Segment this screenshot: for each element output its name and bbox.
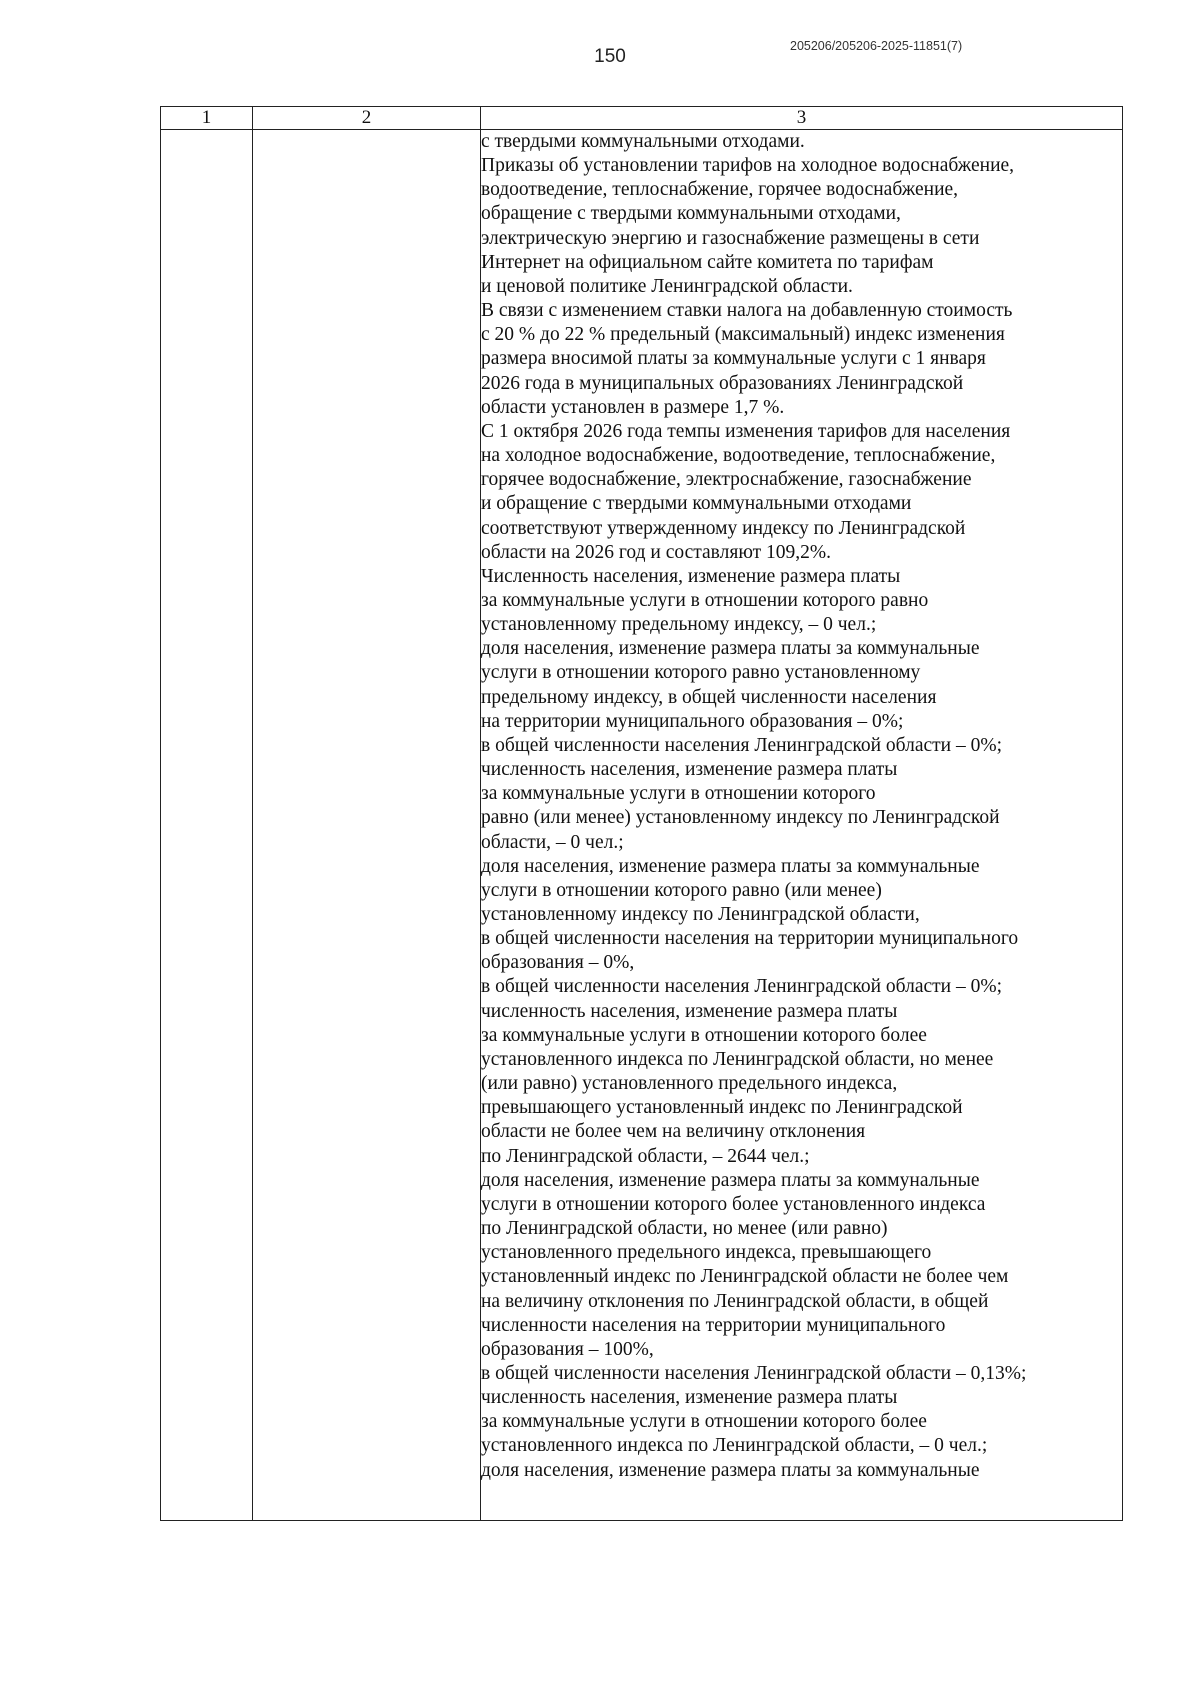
text-line: на холодное водоснабжение, водоотведение, теплоснабжение, [481, 445, 996, 467]
text-line: образования – 0%, [481, 952, 635, 974]
text-line: по Ленинградской области, но менее (или равно) [481, 1218, 888, 1240]
text-line: доля населения, изменение размера платы за коммунальные [481, 1459, 980, 1481]
text-line: образования – 100%, [481, 1338, 654, 1360]
text-line: за коммунальные услуги в отношении которого более [481, 1411, 927, 1433]
text-line: С 1 октября 2026 года темпы изменения тарифов для населения [481, 420, 1011, 442]
text-line: области на 2026 год и составляют 109,2%. [481, 541, 832, 563]
text-line: области, – 0 чел.; [481, 831, 624, 853]
column-2-cell [253, 130, 481, 1521]
text-line: области установлен в размере 1,7 %. [481, 396, 785, 418]
text-line: размера вносимой платы за коммунальные услуги с 1 января [481, 348, 986, 370]
text-line: 2026 года в муниципальных образованиях Ленинградской [481, 372, 964, 394]
text-line: за коммунальные услуги в отношении которого более [481, 1024, 927, 1046]
text-line: водоотведение, теплоснабжение, горячее водоснабжение, [481, 179, 959, 201]
text-line: В связи с изменением ставки налога на добавленную стоимость [481, 300, 1013, 322]
text-line: численность населения, изменение размера платы [481, 759, 898, 781]
column-header-2: 2 [253, 107, 481, 130]
text-line: услуги в отношении которого равно (или менее) [481, 879, 882, 901]
text-line: равно (или менее) установленному индексу по Ленинградской [481, 807, 1000, 829]
text-line: в общей численности населения Ленинградской области – 0%; [481, 976, 1003, 998]
column-header-3: 3 [481, 107, 1123, 130]
table-body-row [161, 130, 1123, 1521]
text-line: горячее водоснабжение, электроснабжение, газоснабжение [481, 469, 972, 491]
text-line: соответствуют утвержденному индексу по Ленинградской [481, 517, 966, 539]
text-line: за коммунальные услуги в отношении которого равно [481, 589, 929, 611]
text-line: за коммунальные услуги в отношении которого [481, 783, 876, 805]
column-3-cell [481, 130, 1123, 1521]
text-line: на величину отклонения по Ленинградской области, в общей [481, 1290, 989, 1312]
text-line: (или равно) установленного предельного индекса, [481, 1073, 898, 1095]
text-line: доля населения, изменение размера платы за коммунальные [481, 855, 980, 877]
text-line: услуги в отношении которого равно установленному [481, 662, 921, 684]
main-table [160, 106, 1123, 1521]
text-line: Численность населения, изменение размера платы [481, 565, 901, 587]
text-line: предельному индексу, в общей численности населения [481, 686, 937, 708]
text-line: установленный индекс по Ленинградской области не более чем [481, 1266, 1009, 1288]
text-line: доля населения, изменение размера платы за коммунальные [481, 1169, 980, 1191]
text-line: Интернет на официальном сайте комитета по тарифам [481, 251, 934, 273]
text-line: установленного индекса по Ленинградской области, – 0 чел.; [481, 1435, 988, 1457]
text-line: установленного предельного индекса, превышающего [481, 1242, 932, 1264]
text-line: по Ленинградской области, – 2644 чел.; [481, 1145, 810, 1167]
table-header-row [161, 107, 1123, 130]
text-line: на территории муниципального образования – 0%; [481, 710, 904, 732]
text-line: Приказы об установлении тарифов на холодное водоснабжение, [481, 155, 1015, 177]
text-line: и обращение с твердыми коммунальными отходами [481, 493, 912, 515]
text-line: электрическую энергию и газоснабжение размещены в сети [481, 227, 980, 249]
text-line: превышающего установленный индекс по Ленинградской [481, 1097, 963, 1119]
page-number: 150 [594, 46, 626, 67]
text-line: установленному предельному индексу, – 0 чел.; [481, 614, 877, 636]
text-line: и ценовой политике Ленинградской области. [481, 275, 853, 297]
text-line: услуги в отношении которого более установленного индекса [481, 1193, 986, 1215]
text-line: установленного индекса по Ленинградской области, но менее [481, 1048, 994, 1070]
text-line: с 20 % до 22 % предельный (максимальный) индекс изменения [481, 324, 1005, 346]
text-line: численности населения на территории муниципального [481, 1314, 946, 1336]
text-line: установленному индексу по Ленинградской области, [481, 904, 920, 925]
text-line: области не более чем на величину отклонения [481, 1121, 866, 1143]
column-header-1: 1 [161, 107, 253, 130]
text-line: численность населения, изменение размера платы [481, 1000, 898, 1022]
text-line: в общей численности населения Ленинградской области – 0%; [481, 734, 1003, 756]
document-id: 205206/205206-2025-11851(7) [790, 39, 963, 53]
text-line: с твердыми коммунальными отходами. [481, 131, 805, 152]
text-line: обращение с твердыми коммунальными отходами, [481, 203, 901, 225]
column-1-cell [161, 130, 253, 1521]
text-line: в общей численности населения на территории муниципального [481, 928, 1019, 950]
text-line: в общей численности населения Ленинградской области – 0,13%; [481, 1362, 1027, 1384]
text-line: доля населения, изменение размера платы за коммунальные [481, 638, 980, 660]
text-line: численность населения, изменение размера платы [481, 1387, 898, 1409]
